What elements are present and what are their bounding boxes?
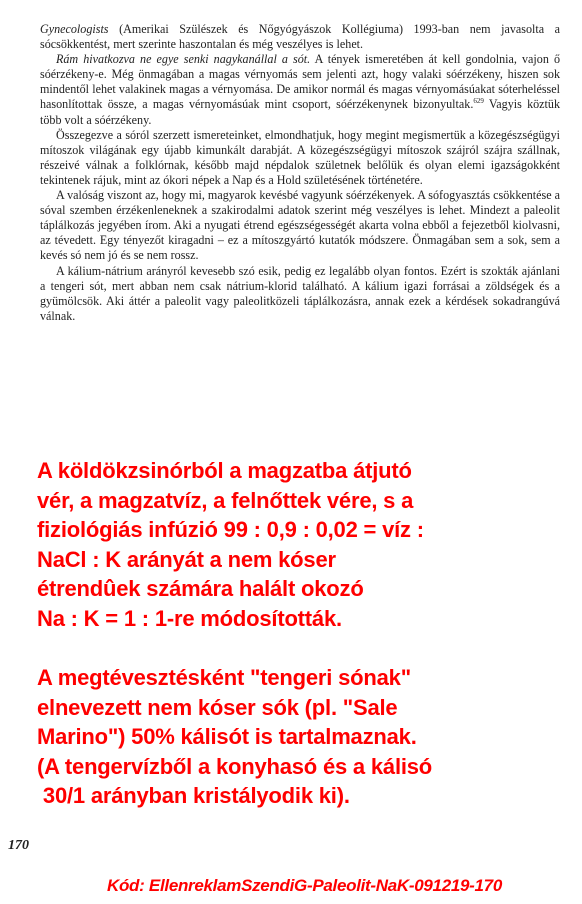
book-text-span: (Amerikai Szülészek és Nőgyógyászok Kollégiuma) 1993-ban nem javasolta a sócsökkentést, mert szerinte haszontalan és még veszélyes is lehet.: [40, 22, 560, 52]
note-line: 30/1 arányban kristályodik ki).: [37, 783, 350, 809]
red-note-ratio: [37, 456, 567, 633]
book-text: [40, 22, 560, 324]
book-text-span: Vagyis köztük több volt a sóérzékeny.: [40, 97, 560, 127]
book-paragraph-1: [40, 22, 560, 52]
note-line: fiziológiás infúzió 99 : 0,9 : 0,02 = víz :: [37, 517, 424, 542]
note-line: Na : K = 1 : 1-re módosították.: [37, 605, 342, 631]
page-number: 170: [8, 838, 29, 853]
book-paragraph-4: A valóság viszont az, hogy mi, magyarok kevésbé vagyunk sóérzékenyek. A sófogyasztás csökkentése a sóval szemben érzékenleneknek a szakirodalmi adatok szerint még veszélyes is lehet. Mindezt a paleolit táplálkozás jegyében írom. Aki a nyugati étrend egészségességét akarta volna ebből a fejezetből kiolvasni, az tévedett. Egy tényezőt kiragadni – ez a mítoszgyártó kutatók módszere. Önmagában sem a sok, sem a kevés só nem jó és se nem rossz.: [40, 188, 560, 263]
book-paragraph-3: Összegezve a sóról szerzett ismereteinket, elmondhatjuk, hogy megint megismertük a közegészségügyi mítoszok világának egy újabb kimunkált darabját. A közegészségügyi mítoszok szájról szájra szállnak, részeivé válnak a folklórnak, később majd népdalok születnek belőlük és olyan elemi igazságokként tekintenek rájuk, mint az ókori népek a Nap és a Hold születésének történetére.: [40, 127, 560, 187]
book-text-span: A tények ismeretében át kell gondolnia, vajon ő sóérzékeny-e. Még önmagában a magas vérnyomás sem jelenti azt, hogy valaki sóérzékeny, hiszen sok mindentől lehet valakinek magas a vérnyomása. De amikor normál és magas vérnyomásúakat sóterheléssel hasonlítottak össze, a magas vérnyomásúak mint csoport, sóérzékenynek bizonyultak.: [40, 52, 560, 112]
book-paragraph-5: A kálium-nátrium arányról kevesebb szó esik, pedig ez legalább olyan fontos. Ezért is szokták ajánlani a tengeri sót, mert abban nem csak nátrium-klorid található. A kálium igazi forrásai a zöldségek és a gyümölcsök. Aki áttér a paleolit vagy paleolitközeli táplálkozásra, annak ezek a kérdések sokadrangúvá válnak.: [40, 263, 560, 323]
note-line: elnevezett nem kóser sók (pl. "Sale: [37, 694, 398, 720]
note-line: Marino") 50% kálisót is tartalmaznak.: [37, 724, 417, 750]
note-line: NaCl : K arányát a nem kóser: [37, 546, 336, 572]
red-note-sea-salt: [37, 663, 567, 811]
note-line: A megtévesztésként "tengeri sónak": [37, 665, 411, 690]
footnote-ref: 629: [473, 97, 484, 106]
note-line: (A tengervízből a konyhasó és a kálisó: [37, 753, 433, 779]
book-paragraph-2: [40, 52, 560, 127]
note-line: vér, a magzatvíz, a felnőttek vére, s a: [37, 487, 414, 513]
document-code: Kód: EllenreklamSzendiG-Paleolit-NaK-091219-170: [107, 876, 502, 895]
book-emphasis: Gynecologists: [40, 22, 109, 36]
book-emphasis: Rám hivatkozva ne egye senki nagykanállal a sót.: [56, 52, 311, 67]
note-line: A köldökzsinórból a magzatba átjutó: [37, 458, 412, 483]
note-line: étrendûek számára halált okozó: [37, 576, 364, 601]
